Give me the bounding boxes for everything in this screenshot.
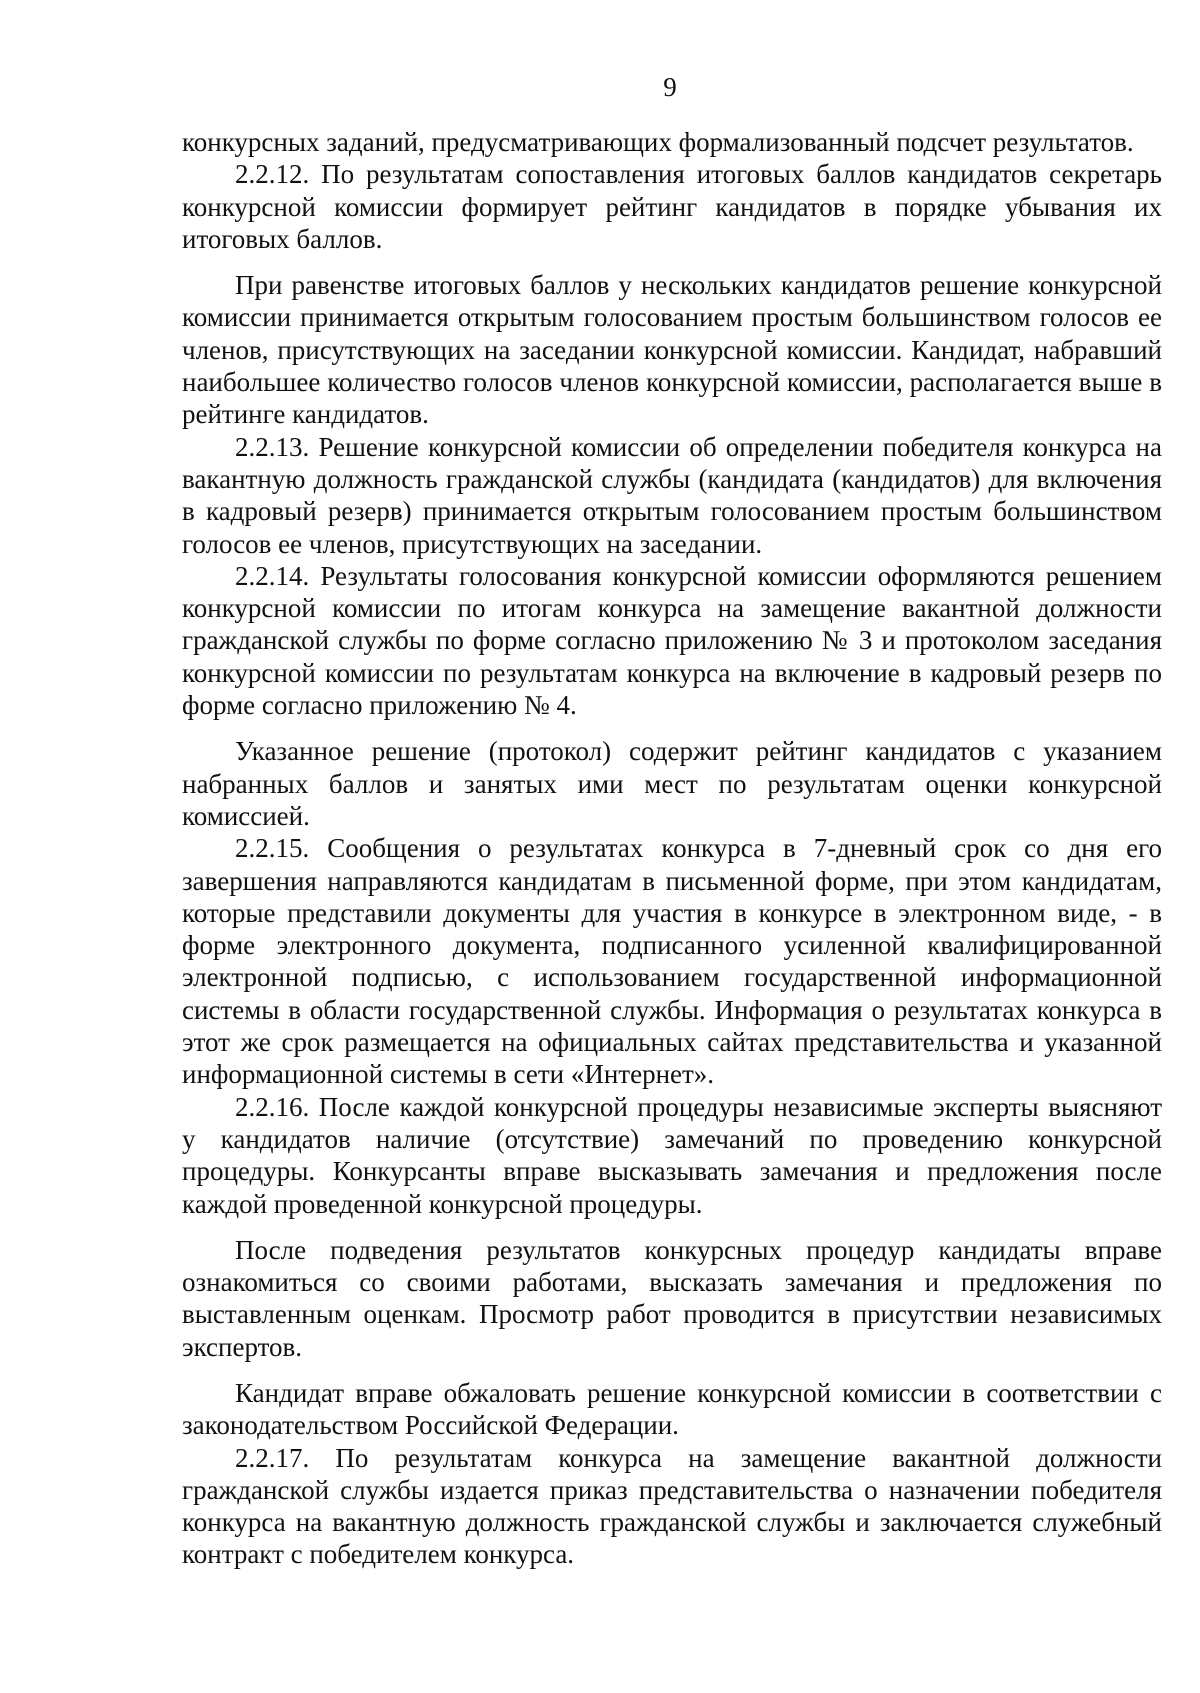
paragraph-decision-rating: Указанное решение (протокол) содержит рейтинг кандидатов с указанием набранных баллов и занятых ими мест по результатам оценки конкурсной комиссией. <box>182 736 1162 831</box>
paragraph-2-2-12: 2.2.12. По результатам сопоставления итоговых баллов кандидатов секретарь конкурсной комиссии формирует рейтинг кандидатов в порядке убывания их итоговых баллов. <box>182 159 1162 254</box>
paragraph-2-2-14: 2.2.14. Результаты голосования конкурсной комиссии оформляются решением конкурсной комиссии по итогам конкурса на замещение вакантной должности гражданской службы по форме согласно приложению № 3 и протоколом заседания конкурсной комиссии по результатам конкурса на включение в кадровый резерв по форме согласно приложению № 4. <box>182 560 1162 721</box>
paragraph-2-2-13: 2.2.13. Решение конкурсной комиссии об определении победителя конкурса на вакантную должность гражданской службы (кандидата (кандидатов) для включения в кадровый резерв) принимается открытым голосованием простым большинством голосов ее членов, присутствующих на заседании. <box>182 431 1162 559</box>
paragraph-continuation: конкурсных заданий, предусматривающих формализованный подсчет результатов. <box>182 127 1134 157</box>
paragraph-appeal: Кандидат вправе обжаловать решение конкурсной комиссии в соответствии с законодательством Российской Федерации. <box>182 1377 1162 1441</box>
paragraph-equal-scores: При равенстве итоговых баллов у нескольких кандидатов решение конкурсной комиссии принимается открытым голосованием простым большинством голосов ее членов, присутствующих на заседании конкурсной комиссии. Кандидат, набравший наибольшее количество голосов членов конкурсной комиссии, располагается выше в рейтинге кандидатов. <box>182 270 1162 430</box>
paragraph-2-2-16: 2.2.16. После каждой конкурсной процедуры независимые эксперты выясняют у кандидатов наличие (отсутствие) замечаний по проведению конкурсной процедуры. Конкурсанты вправе высказывать замечания и предложения после каждой проведенной конкурсной процедуры. <box>182 1091 1162 1219</box>
page-number: 9 <box>663 72 677 102</box>
paragraph-2-2-17: 2.2.17. По результатам конкурса на замещение вакантной должности гражданской службы издается приказ представительства о назначении победителя конкурса на вакантную должность гражданской службы и заключается служебный контракт с победителем конкурса. <box>182 1442 1162 1570</box>
paragraph-2-2-15: 2.2.15. Сообщения о результатах конкурса в 7-дневный срок со дня его завершения направляются кандидатам в письменной форме, при этом кандидатам, которые представили документы для участия в конкурсе в электронном виде, - в форме электронного документа, подписанного усиленной квалифицированной электронной подписью, с использованием государственной информационной системы в области государственной службы. Информация о результатах конкурса в этот же срок размещается на официальных сайтах представительства и указанной информационной системы в сети «Интернет». <box>182 833 1162 1090</box>
paragraph-review-works: После подведения результатов конкурсных процедур кандидаты вправе ознакомиться со своими работами, высказать замечания и предложения по выставленным оценкам. Просмотр работ проводится в присутствии независимых экспертов. <box>182 1234 1162 1362</box>
document-body <box>182 126 1162 1571</box>
